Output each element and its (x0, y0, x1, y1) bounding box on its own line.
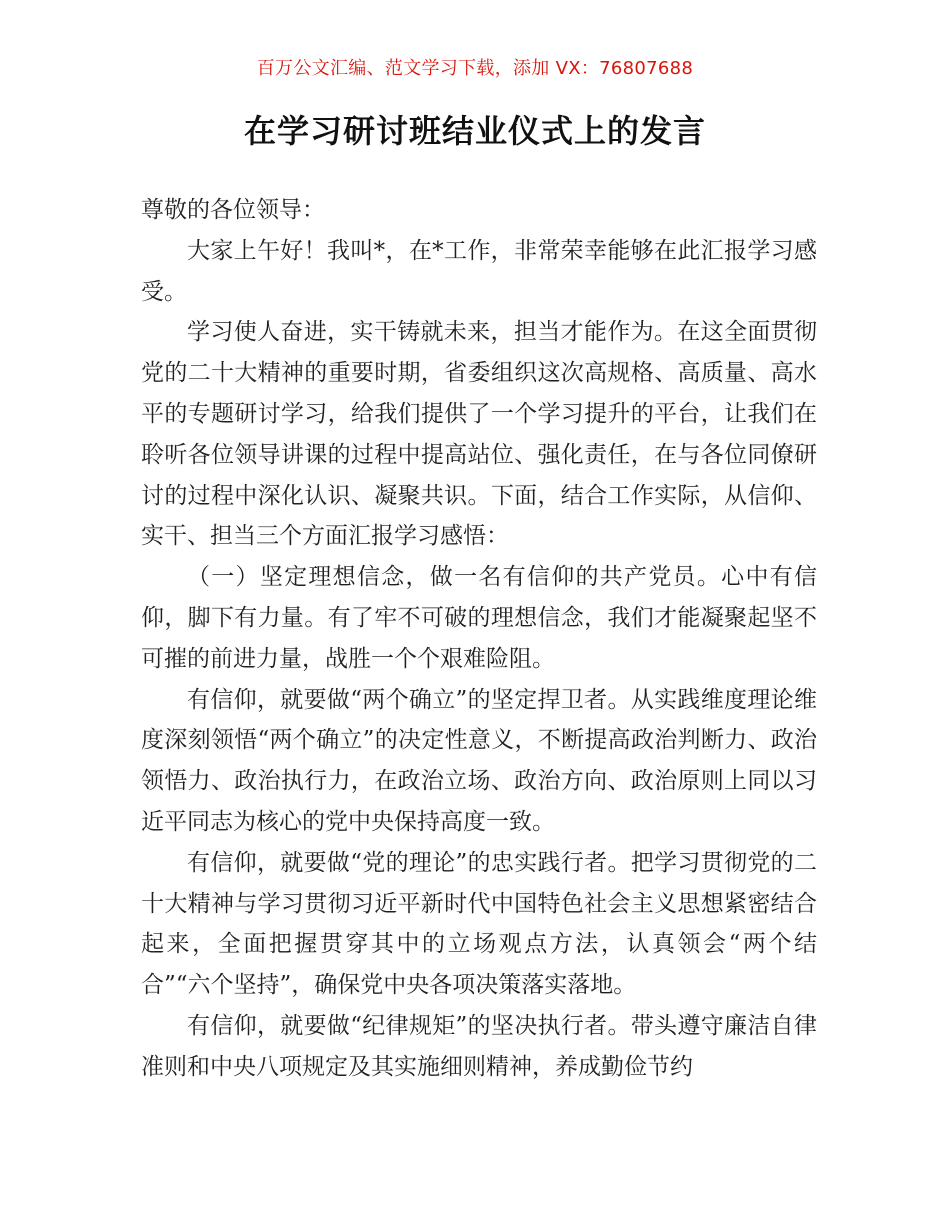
paragraph-discipline: 有信仰，就要做“纪律规矩”的坚决执行者。带头遵守廉洁自律准则和中央八项规定及其实施细则精神，养成勤俭节约 (141, 1012, 817, 1080)
paragraph-section-one: （一）坚定理想信念，做一名有信仰的共产党员。心中有信仰，脚下有力量。有了牢不可破的理想信念，我们才能凝聚起坚不可摧的前进力量，战胜一个个艰难险阻。 (141, 564, 817, 672)
paragraph-introduction: 学习使人奋进，实干铸就未来，担当才能作为。在这全面贯彻党的二十大精神的重要时期，省委组织这次高规格、高质量、高水平的专题研讨学习，给我们提供了一个学习提升的平台，让我们在聆听各位领导讲课的过程中提高站位、强化责任，在与各位同僚研讨的过程中深化认识、凝聚共识。下面，结合工作实际，从信仰、实干、担当三个方面汇报学习感悟： (141, 319, 817, 550)
header-banner: 百万公文汇编、范文学习下载，添加 VX：76807688 (256, 58, 694, 79)
document-title: 在学习研讨班结业仪式上的发言 (243, 112, 706, 150)
document-body (141, 190, 817, 1088)
paragraph-two-establishments: 有信仰，就要做“两个确立”的坚定捍卫者。从实践维度理论维度深刻领悟“两个确立”的决定性意义，不断提高政治判断力、政治领悟力、政治执行力，在政治立场、政治方向、政治原则上同以习近平同志为核心的党中央保持高度一致。 (141, 686, 817, 835)
salutation: 尊敬的各位领导： (141, 197, 325, 223)
paragraph-greeting: 大家上午好！我叫*，在*工作，非常荣幸能够在此汇报学习感受。 (141, 237, 817, 305)
paragraph-party-theory: 有信仰，就要做“党的理论”的忠实践行者。把学习贯彻党的二十大精神与学习贯彻习近平新时代中国特色社会主义思想紧密结合起来，全面把握贯穿其中的立场观点方法，认真领会“两个结合”“六个坚持”，确保党中央各项决策落实落地。 (141, 849, 817, 999)
